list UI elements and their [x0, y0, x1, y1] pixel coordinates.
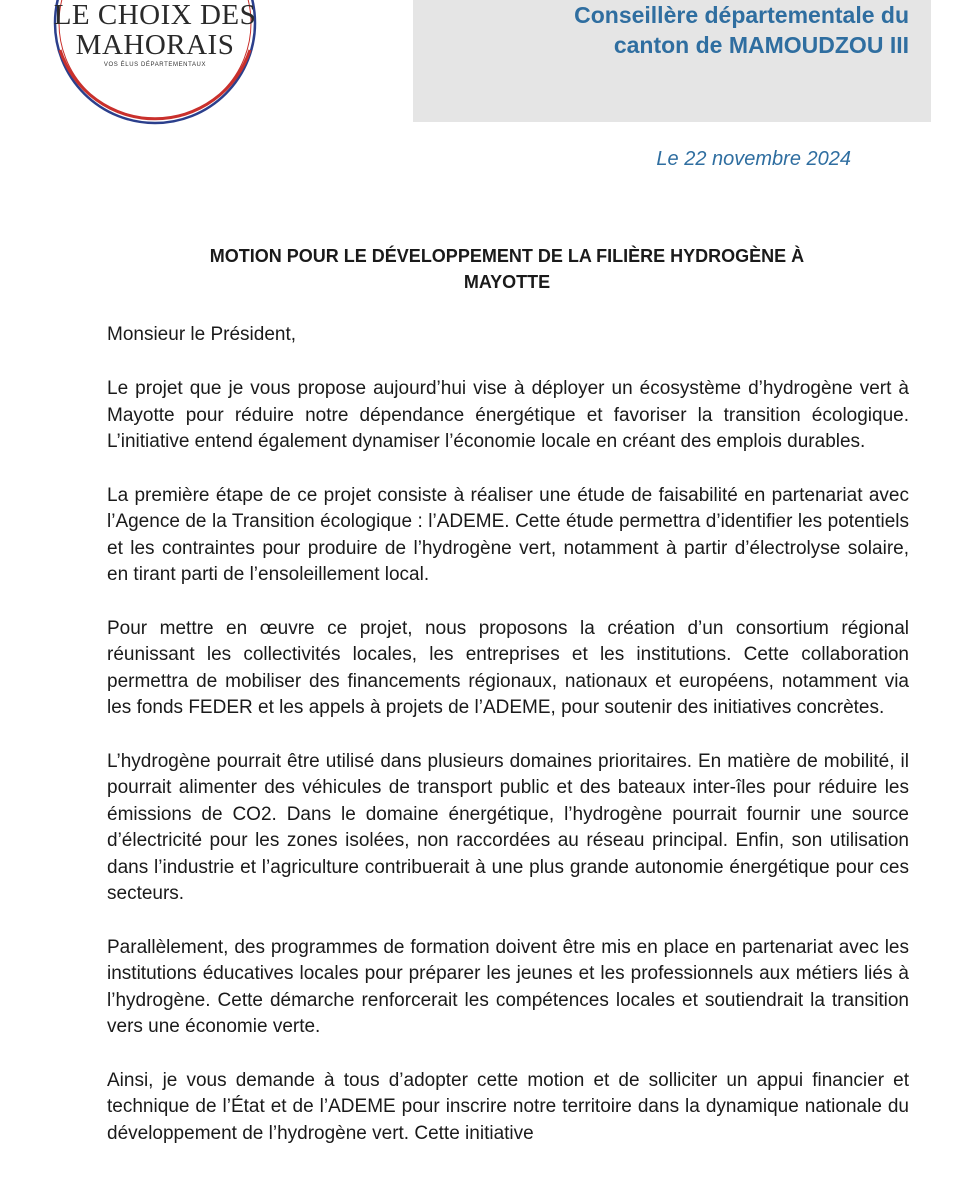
motion-title-line2: MAYOTTE — [463, 272, 551, 292]
logo-text-line1: LE CHOIX DES — [53, 0, 257, 31]
paragraph-5: Parallèlement, des programmes de formation doivent être mis en place en partenariat avec les institutions éducatives locales pour préparer les jeunes et les professionnels aux métiers liés à l’hydrogène. Cette démarche renforcerait les compétences locales et soutiendrait la transition vers une économie verte. — [107, 936, 909, 1037]
logo-text-line2: MAHORAIS — [75, 29, 235, 61]
logo-tagline: VOS ÉLUS DÉPARTEMENTAUX — [103, 62, 207, 68]
header-title-line1: Conseillère départementale du — [574, 2, 909, 28]
document-date: Le 22 novembre 2024 — [656, 148, 851, 170]
logo — [52, 0, 258, 126]
paragraph-6: Ainsi, je vous demande à tous d’adopter cette motion et de solliciter un appui financier et technique de l’État et de l’ADEME pour inscrire notre territoire dans la dynamique nationale du développement de l’hydrogène vert. Cette initiative — [107, 1069, 909, 1144]
paragraph-1: Le projet que je vous propose aujourd’hui vise à déployer un écosystème d’hydrogène vert à Mayotte pour réduire notre dépendance énergétique et favoriser la transition écologique. L’initiative entend également dynamiser l’économie locale en créant des emplois durables. — [107, 378, 909, 452]
header-title-line2: canton de MAMOUDZOU III — [613, 32, 909, 58]
header-box — [413, 0, 931, 122]
motion-title — [107, 243, 907, 295]
paragraph-2: La première étape de ce projet consiste à réaliser une étude de faisabilité en partenariat avec l’Agence de la Transition écologique : l’ADEME. Cette étude permettra d’identifier les potentiels et les contraintes pour produire de l’hydrogène vert, notamment à partir d’électrolyse solaire, en tirant parti de l’ensoleillement local. — [107, 484, 909, 585]
motion-title-line1: MOTION POUR LE DÉVELOPPEMENT DE LA FILIÈRE HYDROGÈNE À — [209, 246, 805, 266]
paragraph-4: L’hydrogène pourrait être utilisé dans plusieurs domaines prioritaires. En matière de mobilité, il pourrait alimenter des véhicules de transport public et des bateaux inter-îles pour réduire les émissions de CO2. Dans le domaine énergétique, l’hydrogène pourrait fournir une source d’électricité pour les zones isolées, non raccordées au réseau principal. Enfin, son utilisation dans l’industrie et l’agriculture contribuerait à une plus grande autonomie énergétique pour ces secteurs. — [107, 750, 909, 904]
salutation: Monsieur le Président, — [107, 324, 297, 345]
body-text — [107, 376, 909, 1174]
header-title — [429, 0, 909, 60]
paragraph-3: Pour mettre en œuvre ce projet, nous proposons la création d’un consortium régional réunissant les collectivités locales, les entreprises et les institutions. Cette collaboration permettra de mobiliser des financements régionaux, nationaux et européens, notamment via les fonds FEDER et les appels à projets de l’ADEME, pour soutenir des initiatives concrètes. — [107, 617, 909, 718]
